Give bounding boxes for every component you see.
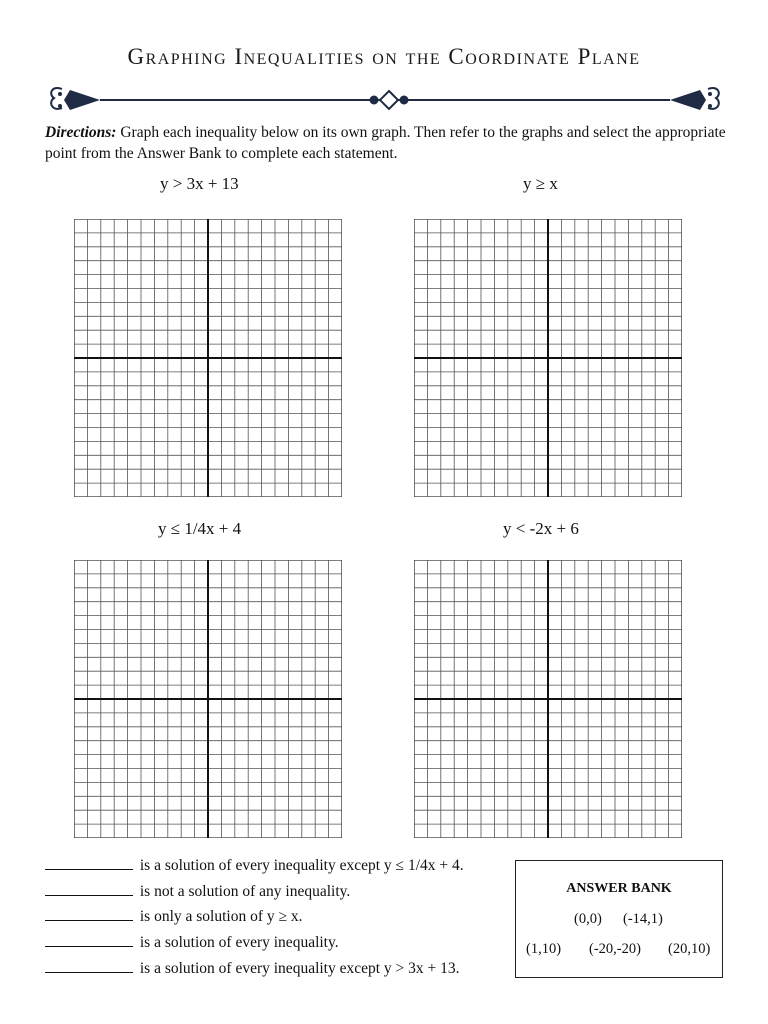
directions: [45, 122, 735, 164]
answer-blank[interactable]: [45, 881, 133, 896]
statement-text: is not a solution of any inequality.: [139, 882, 351, 900]
answer-bank-item: (20,10): [668, 941, 711, 957]
statement-row: [45, 853, 464, 879]
inequality-label-2: y ≥ x: [523, 174, 558, 193]
statement-text: is only a solution of y ≥ x.: [139, 908, 303, 926]
statement-row: [45, 904, 464, 930]
answer-blank[interactable]: [45, 906, 133, 921]
answer-bank: [515, 860, 723, 978]
answer-bank-item: (-14,1): [623, 911, 663, 927]
coordinate-grid-4[interactable]: [414, 560, 682, 838]
answer-blank[interactable]: [45, 932, 133, 947]
directions-text: Graph each inequality below on its own graph. Then refer to the graphs and select the appropriate point from the Answer Bank to complete each statement.: [45, 124, 726, 162]
statement-text: is a solution of every inequality.: [139, 934, 339, 952]
coordinate-grid-1[interactable]: [74, 219, 342, 497]
answer-blank[interactable]: [45, 855, 133, 870]
inequality-label-1: y > 3x + 13: [160, 174, 239, 193]
inequality-label-3: y ≤ 1/4x + 4: [158, 519, 242, 538]
coordinate-grid-2[interactable]: [414, 219, 682, 497]
statement-text: is a solution of every inequality except y ≤ 1/4x + 4.: [139, 857, 464, 874]
statement-list: [45, 853, 464, 982]
answer-blank[interactable]: [45, 958, 133, 973]
answer-bank-title: ANSWER BANK: [566, 881, 672, 896]
coordinate-grid-3[interactable]: [74, 560, 342, 838]
answer-bank-item: (1,10): [526, 941, 562, 957]
answer-bank-item: (0,0): [574, 911, 602, 927]
inequality-label-4: y < -2x + 6: [503, 519, 579, 538]
page-title: Graphing Inequalities on the Coordinate Plane: [127, 44, 641, 69]
directions-label: Directions:: [45, 124, 117, 141]
answer-bank-item: (-20,-20): [589, 941, 641, 957]
statement-row: [45, 879, 464, 905]
statement-text: is a solution of every inequality except y > 3x + 13.: [139, 959, 460, 977]
statement-row: [45, 930, 464, 956]
statement-row: [45, 956, 464, 982]
ornamental-divider: [44, 80, 726, 120]
